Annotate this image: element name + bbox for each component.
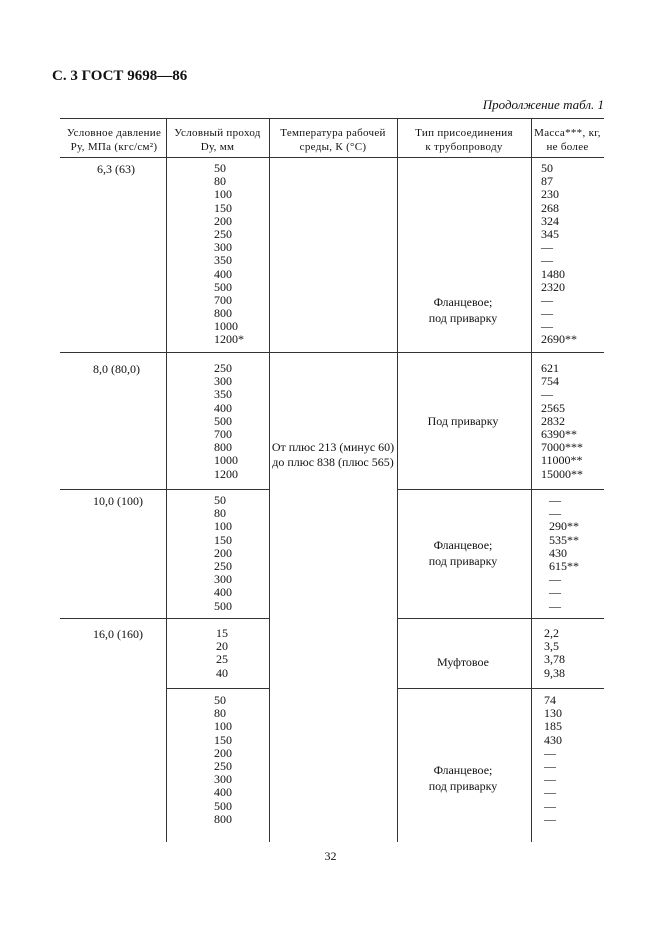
diameter-cell: 1000 (214, 453, 238, 468)
column-divider (397, 118, 398, 842)
diameter-cell: 700 (214, 426, 232, 441)
mass-cell: 1480 (541, 266, 565, 281)
mass-cell: — (541, 387, 553, 402)
diameter-cell: 800 (214, 306, 232, 321)
diameter-cell: 250 (214, 226, 232, 241)
mass-cell: — (541, 292, 553, 307)
diameter-cell: 500 (214, 413, 232, 428)
diameter-cell: 500 (214, 798, 232, 813)
diameter-cell: 25 (216, 652, 228, 667)
diameter-list (214, 694, 232, 826)
diameter-cell: 100 (214, 519, 232, 534)
mass-list (544, 627, 565, 680)
mass-cell: 11000** (541, 453, 583, 468)
header-diameter-cell: Dу, мм (200, 141, 235, 153)
column-divider (531, 118, 532, 842)
mass-cell: — (541, 319, 553, 334)
temperature-range-cell: От плюс 213 (минус 60) (271, 440, 395, 454)
diameter-cell: 150 (214, 532, 232, 547)
connection-type-cell: Муфтовое (437, 655, 489, 669)
connection-type-cell: под приварку (428, 311, 498, 325)
table-header-rule (60, 157, 604, 158)
mass-cell: 324 (541, 213, 559, 228)
diameter-cell: 700 (214, 292, 232, 307)
mass-cell: 535** (549, 532, 579, 547)
header-mass-cell: не более (546, 141, 589, 153)
connection-type-cell: под приварку (428, 779, 498, 793)
connection-type-cell: под приварку (428, 554, 498, 568)
header-temperature-cell: среды, К (°С) (299, 141, 367, 153)
mass-cell: 3,78 (544, 652, 565, 667)
diameter-cell: 800 (214, 440, 232, 455)
mass-cell: — (544, 798, 556, 813)
mass-cell: 2320 (541, 279, 565, 294)
page-reference: С. 3 ГОСТ 9698—86 (52, 68, 188, 84)
mass-cell: — (549, 585, 561, 600)
diameter-cell: 1000 (214, 319, 238, 334)
mass-cell: 230 (541, 187, 559, 202)
group-separator (60, 618, 269, 619)
header-connection-cell: Тип присоединения (415, 127, 513, 139)
diameter-cell: 400 (214, 585, 232, 600)
connection-type (396, 294, 530, 326)
diameter-list (214, 162, 244, 347)
mass-cell: — (549, 598, 561, 613)
mass-cell: 345 (541, 226, 559, 241)
diameter-cell: 500 (214, 279, 232, 294)
pressure-value: 6,3 (63) (97, 162, 135, 176)
diameter-cell: 50 (214, 693, 226, 707)
mass-cell: 268 (541, 200, 559, 215)
connection-type-cell: Фланцевое; (433, 295, 493, 309)
diameter-cell: 1200 (214, 466, 238, 481)
mass-cell: 7000*** (541, 440, 583, 455)
header-diameter (166, 126, 269, 154)
mass-cell: 2832 (541, 413, 565, 428)
header-connection-cell: к трубопроводу (425, 141, 503, 153)
group-separator (60, 489, 269, 490)
mass-cell: — (544, 758, 556, 773)
header-temperature (269, 126, 397, 154)
mass-cell: 290** (549, 519, 579, 534)
mass-cell: — (549, 572, 561, 587)
diameter-cell: 400 (214, 785, 232, 800)
header-mass-cell: Масса***, кг, (534, 127, 601, 139)
mass-list (541, 162, 577, 347)
mass-cell: 2690** (541, 332, 577, 347)
table-continuation-note: Продолжение табл. 1 (482, 97, 604, 112)
column-divider (269, 118, 270, 842)
mass-cell: 430 (544, 732, 562, 747)
header-connection (397, 126, 531, 154)
temperature-range-cell: до плюс 838 (плюс 565) (272, 455, 394, 469)
diameter-cell: 350 (214, 387, 232, 402)
mass-cell: 2,2 (544, 626, 559, 640)
header-pressure (62, 126, 166, 154)
mass-cell: — (544, 772, 556, 787)
diameter-list (214, 494, 232, 613)
diameter-cell: 40 (216, 665, 228, 680)
mass-cell: 185 (544, 719, 562, 734)
diameter-cell: 100 (214, 719, 232, 734)
mass-cell: — (544, 745, 556, 760)
diameter-cell: 100 (214, 187, 232, 202)
diameter-cell: 200 (214, 545, 232, 560)
diameter-list (214, 362, 238, 481)
group-separator (60, 352, 604, 353)
mass-cell: 615** (549, 558, 579, 573)
mass-cell: 15000** (541, 466, 583, 481)
diameter-cell: 200 (214, 745, 232, 760)
pressure-value: 8,0 (80,0) (93, 362, 140, 376)
mass-list (549, 494, 579, 613)
diameter-cell: 400 (214, 266, 232, 281)
diameter-cell: 350 (214, 253, 232, 268)
connection-type-cell: Под приварку (427, 414, 499, 428)
connection-type-cell: Фланцевое; (433, 763, 493, 777)
diameter-cell: 200 (214, 213, 232, 228)
diameter-cell: 300 (214, 772, 232, 787)
connection-type (396, 762, 530, 794)
diameter-cell: 1200* (214, 332, 244, 347)
diameter-cell: 400 (214, 400, 232, 415)
diameter-cell: 300 (214, 374, 232, 389)
diameter-cell: 150 (214, 200, 232, 215)
diameter-cell: 250 (214, 758, 232, 773)
header-pressure-cell: Условное давление (66, 127, 162, 139)
diameter-list (216, 627, 228, 680)
page-number: 32 (324, 849, 337, 863)
mass-cell: 130 (544, 706, 562, 721)
mass-list (541, 362, 583, 481)
group-separator (397, 618, 604, 619)
group-separator (397, 688, 604, 689)
diameter-cell: 300 (214, 240, 232, 255)
diameter-cell: 80 (214, 706, 226, 721)
connection-type (396, 654, 530, 670)
mass-cell: — (541, 306, 553, 321)
column-divider (166, 118, 167, 842)
diameter-cell: 50 (214, 493, 226, 507)
mass-cell: 87 (541, 174, 553, 189)
diameter-cell: 250 (214, 361, 232, 375)
temperature-range (269, 440, 397, 470)
group-separator (397, 489, 604, 490)
diameter-cell: 300 (214, 572, 232, 587)
pressure-value: 16,0 (160) (93, 627, 143, 641)
diameter-cell: 80 (214, 174, 226, 189)
mass-cell: 9,38 (544, 665, 565, 680)
diameter-cell: 500 (214, 598, 232, 613)
header-pressure-cell: Pу, МПа (кгс/см²) (70, 141, 158, 153)
mass-cell: 74 (544, 693, 556, 707)
connection-type (396, 537, 530, 569)
mass-cell: — (544, 811, 556, 826)
mass-cell: — (549, 493, 561, 507)
header-mass (531, 126, 604, 154)
connection-type-cell: Фланцевое; (433, 538, 493, 552)
diameter-cell: 250 (214, 558, 232, 573)
mass-list (544, 694, 562, 826)
diameter-cell: 150 (214, 732, 232, 747)
mass-cell: 50 (541, 161, 553, 175)
header-temperature-cell: Температура рабочей (280, 127, 386, 139)
mass-cell: 3,5 (544, 639, 559, 654)
mass-cell: — (541, 253, 553, 268)
diameter-cell: 15 (216, 626, 228, 640)
mass-cell: 754 (541, 374, 559, 389)
connection-type (396, 413, 530, 429)
diameter-cell: 50 (214, 161, 226, 175)
mass-cell: — (544, 785, 556, 800)
diameter-cell: 20 (216, 639, 228, 654)
mass-cell: 430 (549, 545, 567, 560)
pressure-value: 10,0 (100) (93, 494, 143, 508)
mass-cell: — (541, 240, 553, 255)
mass-cell: 6390** (541, 426, 577, 441)
mass-cell: 2565 (541, 400, 565, 415)
diameter-cell: 800 (214, 811, 232, 826)
header-diameter-cell: Условный проход (174, 127, 261, 139)
group-separator (166, 688, 269, 689)
mass-cell: — (549, 506, 561, 521)
diameter-cell: 80 (214, 506, 226, 521)
mass-cell: 621 (541, 361, 559, 375)
table-top-rule (60, 118, 604, 119)
